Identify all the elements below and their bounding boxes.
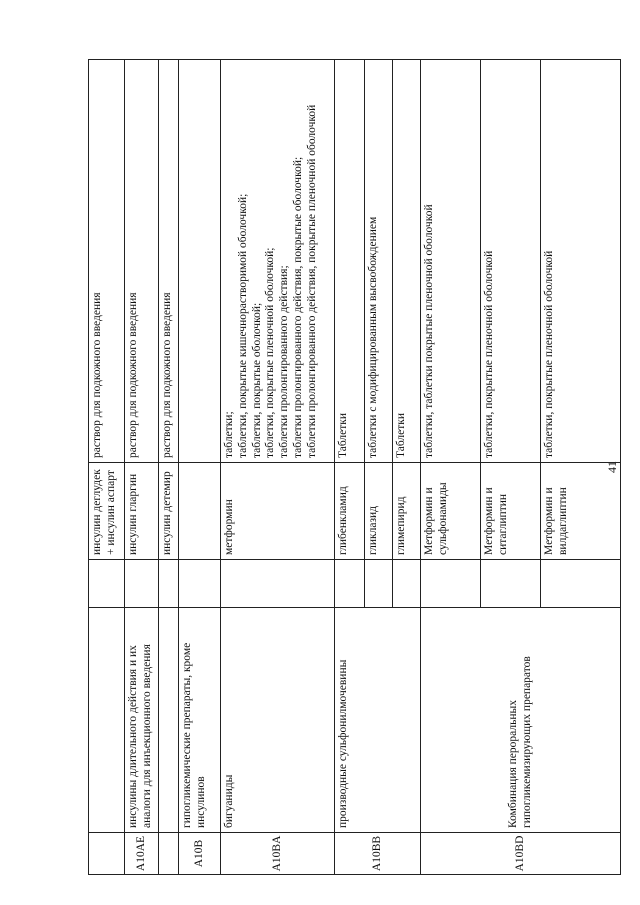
group-name-cell xyxy=(159,608,179,833)
empty-cell xyxy=(541,560,621,608)
group-name-cell xyxy=(89,608,125,833)
empty-cell xyxy=(335,560,365,608)
dosage-form-cell: таблетки, покрытые пленочной оболочкой xyxy=(481,60,541,463)
dosage-form-cell: раствор для подкожного введения xyxy=(125,60,159,463)
drug-name-cell: Метформин и сульфонамиды xyxy=(421,463,481,560)
atc-code-cell: A10BA xyxy=(221,833,335,875)
table-row xyxy=(125,60,159,875)
table-row xyxy=(89,60,125,875)
drug-name-cell: Метформин и вилдаглиптин xyxy=(541,463,621,560)
group-name-cell: гипогликемические препараты, кроме инсулинов xyxy=(179,608,221,833)
empty-cell xyxy=(365,560,393,608)
table-row xyxy=(335,60,365,875)
drug-name-cell: глимепирид xyxy=(393,463,421,560)
page-number: 41 xyxy=(605,461,619,473)
drug-name-cell: метформин xyxy=(221,463,335,560)
drug-name-cell: инсулин гларгин xyxy=(125,463,159,560)
drug-name-cell: инсулин деглудек + инсулин аспарт xyxy=(89,463,125,560)
table-row xyxy=(421,60,481,875)
dosage-form-cell: таблетки, покрытые пленочной оболочкой xyxy=(541,60,621,463)
dosage-form-line: таблетки пролонгированного действия; xyxy=(278,265,291,458)
drug-name-cell: гликлазид xyxy=(365,463,393,560)
group-name-cell: производные сульфонилмочевины xyxy=(335,608,421,833)
empty-cell xyxy=(481,560,541,608)
empty-cell xyxy=(393,560,421,608)
drug-name-cell: инсулин детемир xyxy=(159,463,179,560)
dosage-form-line: таблетки, покрытые кишечнорастворимой оболочкой; xyxy=(236,193,249,458)
group-name-cell: бигуаниды xyxy=(221,608,335,833)
atc-code-cell: A10B xyxy=(179,833,221,875)
table-row xyxy=(159,60,179,875)
drug-name-cell: Метформин и ситаглиптин xyxy=(481,463,541,560)
rotated-page-content xyxy=(88,60,620,875)
group-name-cell: Комбинация пероральных гипогликемизирующих препаратов xyxy=(421,608,621,833)
empty-cell xyxy=(89,560,125,608)
drug-name-cell: глибенкламид xyxy=(335,463,365,560)
empty-cell xyxy=(221,560,335,608)
group-name-cell: инсулины длительного действия и их аналоги для инъекционного введения xyxy=(125,608,159,833)
table-row xyxy=(221,60,335,875)
dosage-form-cell: Таблетки xyxy=(393,60,421,463)
dosage-form-cell: раствор для подкожного введения xyxy=(159,60,179,463)
atc-code-cell: A10BD xyxy=(421,833,621,875)
dosage-form-line: таблетки пролонгированного действия, покрытые оболочкой; xyxy=(291,156,304,458)
dosage-form-cell: таблетки с модифицированным высвобождением xyxy=(365,60,393,463)
empty-cell xyxy=(159,560,179,608)
drug-table xyxy=(88,59,621,875)
drug-name-cell xyxy=(179,463,221,560)
dosage-form-cell xyxy=(179,60,221,463)
dosage-form-line: таблетки, покрытые оболочкой; xyxy=(250,302,263,458)
dosage-form-line: таблетки пролонгированного действия, покрытые пленочной оболочкой xyxy=(305,104,318,458)
table-row xyxy=(179,60,221,875)
empty-cell xyxy=(125,560,159,608)
atc-code-cell xyxy=(89,833,125,875)
atc-code-cell: A10BB xyxy=(335,833,421,875)
dosage-form-cell: раствор для подкожного введения xyxy=(89,60,125,463)
empty-cell xyxy=(179,560,221,608)
atc-code-cell xyxy=(159,833,179,875)
atc-code-cell: A10AE xyxy=(125,833,159,875)
dosage-form-line: таблетки, покрытые пленочной оболочкой; xyxy=(264,247,277,458)
dosage-form-cell: Таблетки xyxy=(335,60,365,463)
dosage-form-cell xyxy=(221,60,335,463)
empty-cell xyxy=(421,560,481,608)
dosage-form-line: таблетки; xyxy=(223,411,235,458)
dosage-form-cell: таблетки, таблетки покрытые пленочной оболочкой xyxy=(421,60,481,463)
